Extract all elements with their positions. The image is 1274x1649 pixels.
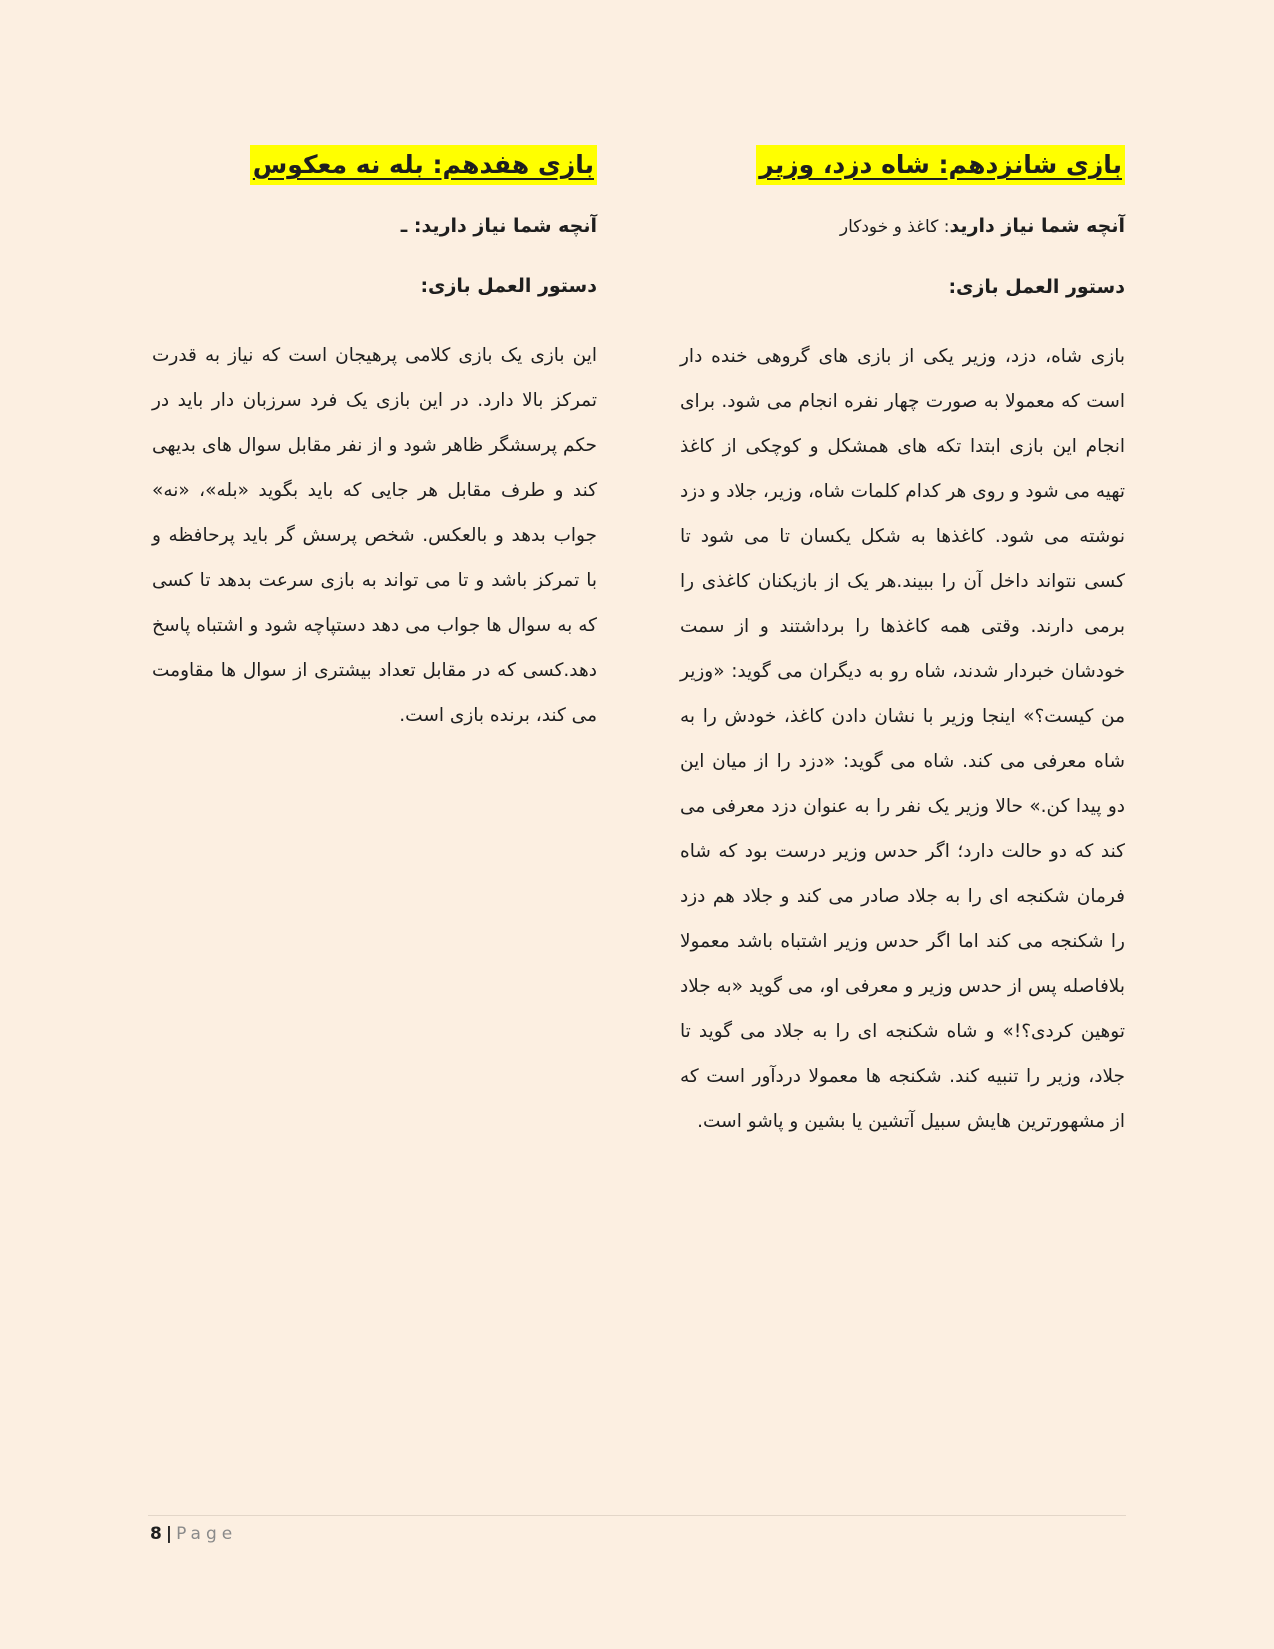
game-17-body: این بازی یک بازی کلامی پرهیجان است که نیاز به قدرت تمرکز بالا دارد. در این بازی یک فرد سرزبان دار باید در حکم پرسشگر ظاهر شود و از نفر مقابل سوال های بدیهی کند و طرف مقابل هر جایی که باید بگوید «بله»، «نه» جواب بدهد و بالعکس. شخص پرسش گر باید پرحافظه و با تمرکز باشد و تا می تواند به بازی سرعت بدهد تا کسی که به سوال ها جواب می دهد دستپاچه شود و اشتباه پاسخ دهد.کسی که در مقابل تعداد بیشتری از سوال ها مقاومت می کند، برنده بازی است. (152, 345, 597, 726)
page-label: Page (176, 1524, 238, 1544)
page-number: 8 (150, 1524, 162, 1544)
game-16-body: بازی شاه، دزد، وزیر یکی از بازی های گروهی خنده دار است که معمولا به صورت چهار نفره انجام می شود. برای انجام این بازی ابتدا تکه های همشکل و کوچکی از کاغذ تهیه می شود و روی هر کدام کلمات شاه، وزیر، جلاد و دزد نوشته می شود. کاغذها به شکل یکسان تا می شود تا کسی نتواند داخل آن را ببیند.هر یک از بازیکنان کاغذی را برمی دارند. وقتی همه کاغذها را برداشتند و از سمت خودشان خبردار شدند، شاه رو به دیگران می گوید: «وزیر من کیست؟» اینجا وزیر با نشان دادن کاغذ، خودش را به شاه معرفی می کند. شاه می گوید: «دزد را از میان این دو پیدا کن.» حالا وزیر یک نفر را به عنوان دزد معرفی می کند که دو حالت دارد؛ اگر حدس وزیر درست بود که شاه فرمان شکنجه ای را به جلاد صادر می کند و جلاد هم دزد را شکنجه می کند اما اگر حدس وزیر اشتباه باشد معمولا بلافاصله پس از حدس وزیر و معرفی او، می گوید «به جلاد توهین کردی؟!» و شاه شکنجه ای را به جلاد می گوید تا جلاد، وزیر را تنبیه کند. شکنجه ها معمولا دردآور است که از مشهورترین هایش سبیل آتشین یا بشین و پاشو است. (680, 346, 1125, 1132)
game-17-title: بازی هفدهم: بله نه معکوس (250, 145, 597, 185)
game-16-instructions-heading: دستور العمل بازی: (948, 276, 1125, 298)
footer-separator: | (165, 1524, 173, 1544)
left-column (152, 145, 597, 757)
game-17-requirements (152, 211, 597, 241)
game-16-title: بازی شانزدهم: شاه دزد، وزیر (756, 145, 1125, 185)
footer-divider (148, 1515, 1126, 1516)
right-column (680, 145, 1125, 1163)
requirements-value: : ـ (400, 215, 422, 237)
requirements-label: آنچه شما نیاز دارید (421, 215, 597, 237)
game-16-requirements (680, 211, 1125, 242)
game-17-instructions-heading: دستور العمل بازی: (420, 275, 597, 297)
page-footer (150, 1522, 237, 1546)
requirements-value: : کاغذ و خودکار (839, 217, 950, 237)
requirements-label: آنچه شما نیاز دارید (949, 215, 1125, 237)
